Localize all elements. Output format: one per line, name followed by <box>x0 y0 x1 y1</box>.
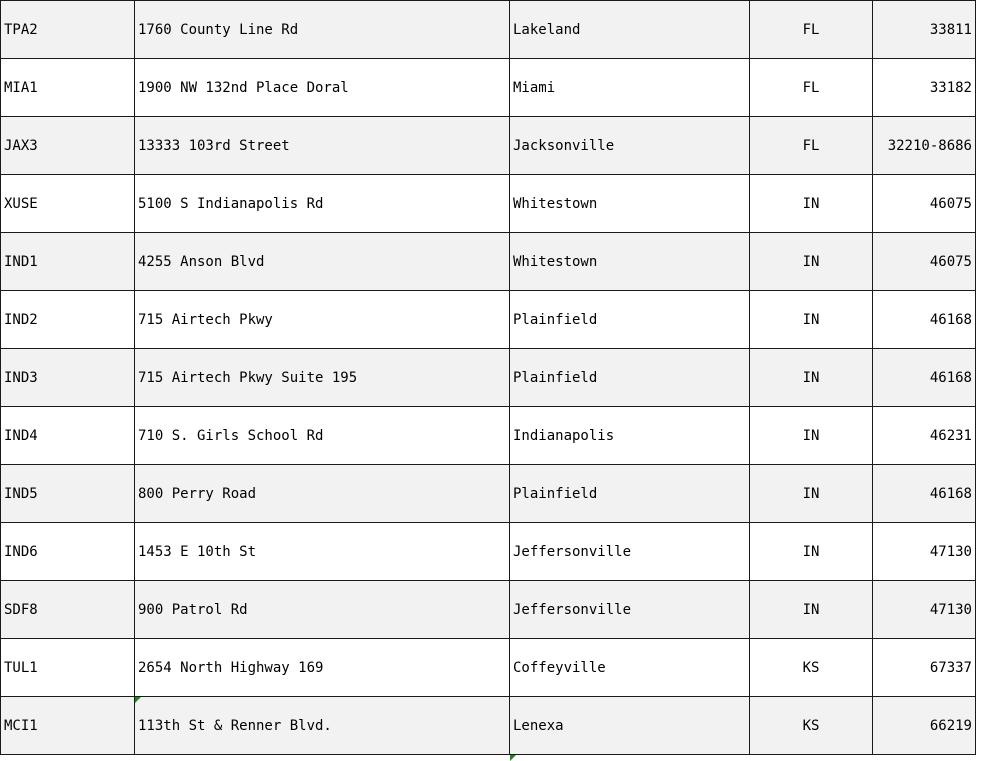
cell-zip[interactable]: 46231 <box>873 407 976 465</box>
cell-city[interactable]: Plainfield <box>510 349 750 407</box>
cell-city[interactable]: Whitestown <box>510 175 750 233</box>
cell-zip[interactable]: 33811 <box>873 1 976 59</box>
cell-zip[interactable]: 46075 <box>873 175 976 233</box>
cell-facility-code[interactable]: IND2 <box>1 291 135 349</box>
cell-address[interactable]: 4255 Anson Blvd <box>135 233 510 291</box>
cell-state[interactable]: IN <box>750 581 873 639</box>
cell-address[interactable]: 900 Patrol Rd <box>135 581 510 639</box>
cell-address[interactable]: 5100 S Indianapolis Rd <box>135 175 510 233</box>
cell-state[interactable]: KS <box>750 639 873 697</box>
cell-state[interactable]: FL <box>750 59 873 117</box>
cell-address[interactable]: 1453 E 10th St <box>135 523 510 581</box>
cell-city[interactable]: Coffeyville <box>510 639 750 697</box>
cell-state[interactable]: KS <box>750 697 873 755</box>
table-row <box>1 349 976 407</box>
table-row <box>1 465 976 523</box>
cell-state[interactable]: FL <box>750 1 873 59</box>
table-row <box>1 581 976 639</box>
cell-facility-code[interactable]: IND3 <box>1 349 135 407</box>
cell-address[interactable]: 113th St & Renner Blvd. <box>135 697 510 755</box>
grid-body <box>1 1 976 755</box>
cell-facility-code[interactable]: XUSE <box>1 175 135 233</box>
cell-facility-code[interactable]: TUL1 <box>1 639 135 697</box>
cell-state[interactable]: IN <box>750 349 873 407</box>
cell-facility-code[interactable]: IND6 <box>1 523 135 581</box>
cell-city[interactable]: Lakeland <box>510 1 750 59</box>
cell-state[interactable]: FL <box>750 117 873 175</box>
table-row <box>1 175 976 233</box>
cell-zip[interactable]: 47130 <box>873 581 976 639</box>
cell-city[interactable]: Indianapolis <box>510 407 750 465</box>
cell-city[interactable]: Jacksonville <box>510 117 750 175</box>
cell-state[interactable]: IN <box>750 233 873 291</box>
cell-zip[interactable]: 66219 <box>873 697 976 755</box>
cell-error-indicator[interactable] <box>510 755 516 761</box>
cell-state[interactable]: IN <box>750 407 873 465</box>
table-row <box>1 117 976 175</box>
cell-zip[interactable]: 46168 <box>873 349 976 407</box>
table-row <box>1 59 976 117</box>
cell-zip[interactable]: 67337 <box>873 639 976 697</box>
cell-state[interactable]: IN <box>750 175 873 233</box>
cell-facility-code[interactable]: MCI1 <box>1 697 135 755</box>
table-row <box>1 291 976 349</box>
table-row <box>1 1 976 59</box>
cell-address[interactable]: 715 Airtech Pkwy Suite 195 <box>135 349 510 407</box>
cell-address[interactable]: 1900 NW 132nd Place Doral <box>135 59 510 117</box>
cell-city[interactable]: Jeffersonville <box>510 523 750 581</box>
cell-zip[interactable]: 32210-8686 <box>873 117 976 175</box>
cell-facility-code[interactable]: IND1 <box>1 233 135 291</box>
cell-zip[interactable]: 46075 <box>873 233 976 291</box>
cell-address[interactable]: 13333 103rd Street <box>135 117 510 175</box>
cell-city[interactable]: Plainfield <box>510 291 750 349</box>
cell-zip[interactable]: 46168 <box>873 465 976 523</box>
cell-facility-code[interactable]: MIA1 <box>1 59 135 117</box>
table-row <box>1 233 976 291</box>
cell-city[interactable]: Lenexa <box>510 697 750 755</box>
cell-facility-code[interactable]: IND5 <box>1 465 135 523</box>
table-row <box>1 407 976 465</box>
cell-zip[interactable]: 33182 <box>873 59 976 117</box>
cell-state[interactable]: IN <box>750 465 873 523</box>
cell-state[interactable]: IN <box>750 523 873 581</box>
cell-address[interactable]: 1760 County Line Rd <box>135 1 510 59</box>
cell-address[interactable]: 710 S. Girls School Rd <box>135 407 510 465</box>
cell-facility-code[interactable]: IND4 <box>1 407 135 465</box>
cell-city[interactable]: Plainfield <box>510 465 750 523</box>
cell-error-indicator[interactable] <box>135 697 141 703</box>
cell-facility-code[interactable]: TPA2 <box>1 1 135 59</box>
cell-city[interactable]: Whitestown <box>510 233 750 291</box>
cell-city[interactable]: Jeffersonville <box>510 581 750 639</box>
cell-city[interactable]: Miami <box>510 59 750 117</box>
cell-facility-code[interactable]: JAX3 <box>1 117 135 175</box>
cell-zip[interactable]: 47130 <box>873 523 976 581</box>
cell-zip[interactable]: 46168 <box>873 291 976 349</box>
table-row <box>1 697 976 755</box>
cell-facility-code[interactable]: SDF8 <box>1 581 135 639</box>
cell-address[interactable]: 715 Airtech Pkwy <box>135 291 510 349</box>
table-row <box>1 523 976 581</box>
table-row <box>1 639 976 697</box>
cell-address[interactable]: 800 Perry Road <box>135 465 510 523</box>
cell-state[interactable]: IN <box>750 291 873 349</box>
cell-address[interactable]: 2654 North Highway 169 <box>135 639 510 697</box>
